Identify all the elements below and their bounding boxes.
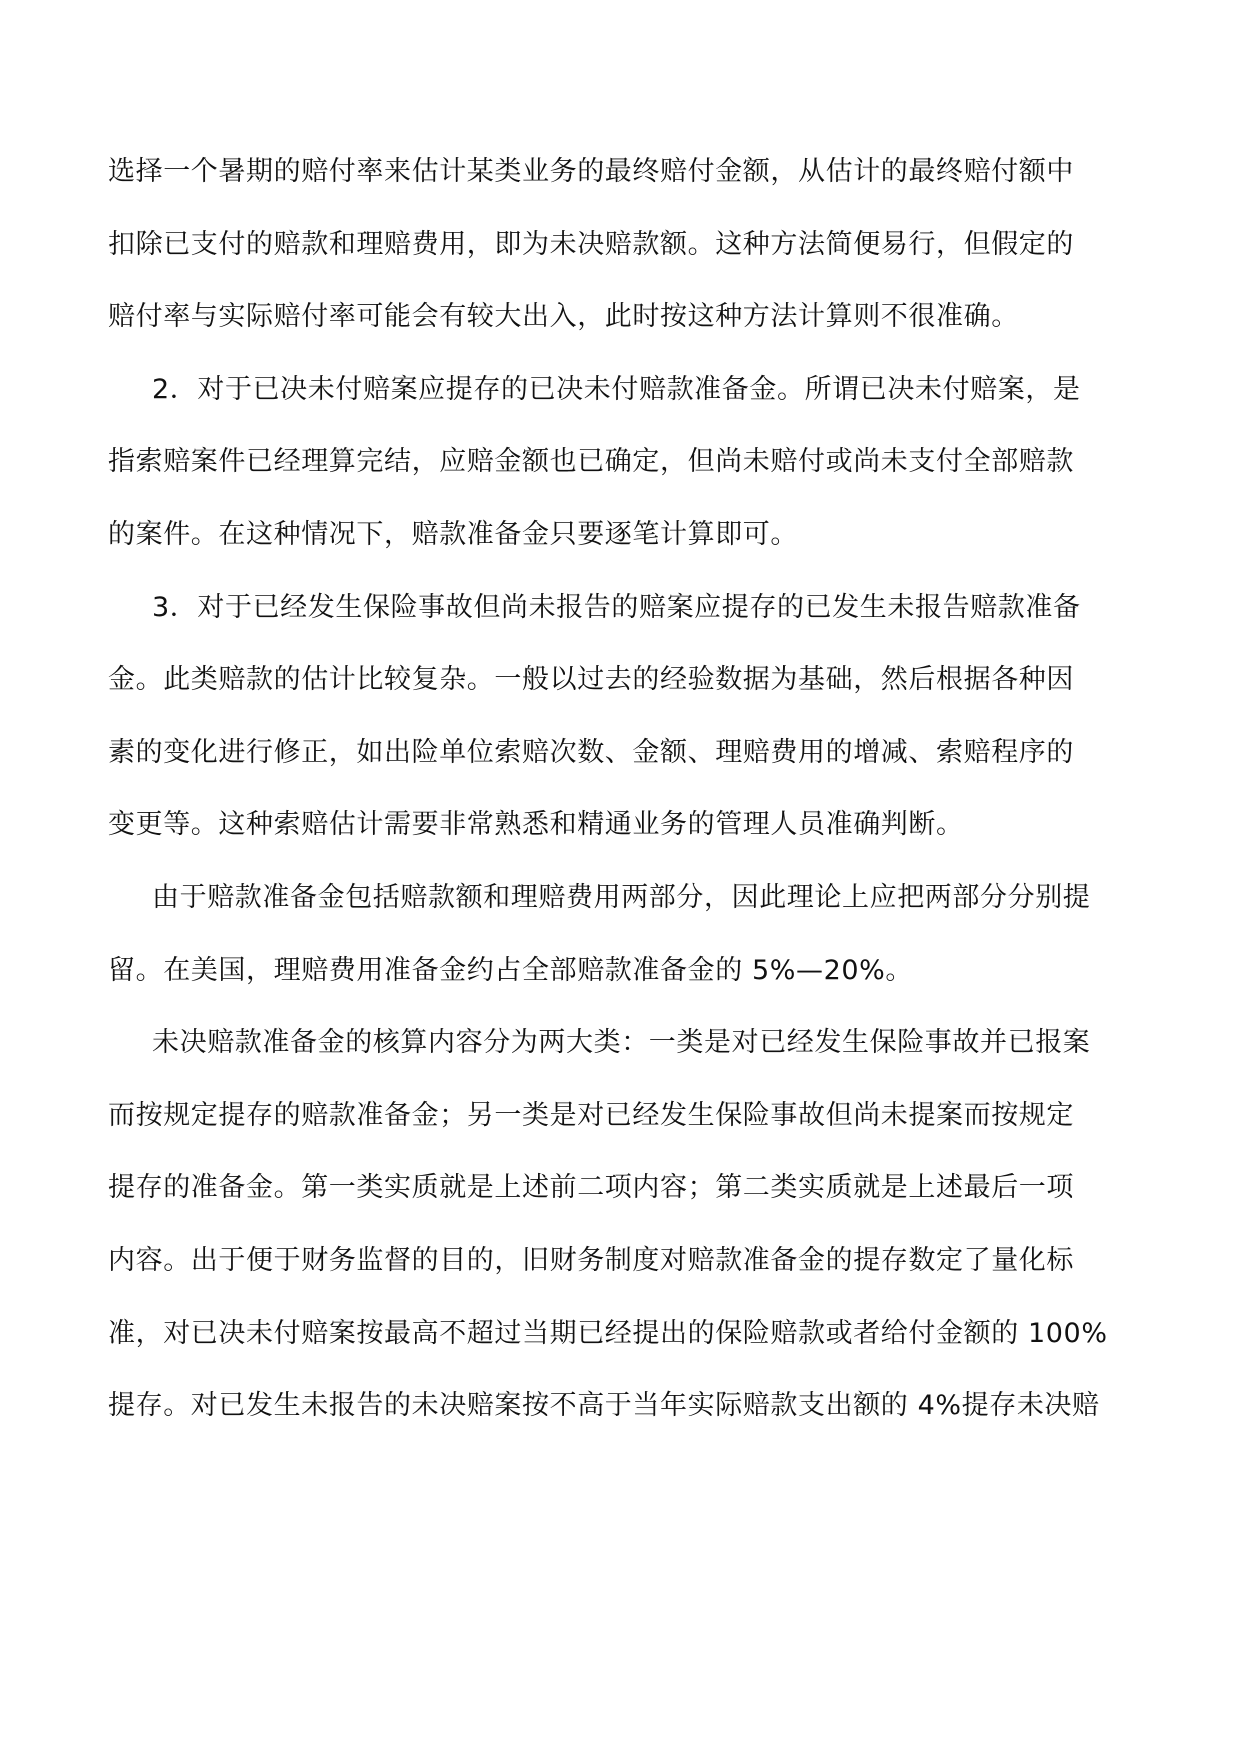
text-line: 而按规定提存的赔款准备金；另一类是对已经发生保险事故但尚未提案而按规定 [108,1100,1074,1131]
paragraph-start-line: 2．对于已决未付赔案应提存的已决未付赔款准备金。所谓已决未付赔案，是 [152,374,1081,405]
text-line: 提存。对已发生未报告的未决赔案按不高于当年实际赔款支出额的 4%提存未决赔 [108,1390,1100,1421]
text-line: 金。此类赔款的估计比较复杂。一般以过去的经验数据为基础，然后根据各种因 [108,664,1074,695]
text-line: 的案件。在这种情况下，赔款准备金只要逐笔计算即可。 [108,519,798,550]
text-line: 留。在美国，理赔费用准备金约占全部赔款准备金的 5%—20%。 [108,955,914,986]
text-line: 选择一个暑期的赔付率来估计某类业务的最终赔付金额，从估计的最终赔付额中 [108,156,1074,187]
text-line: 提存的准备金。第一类实质就是上述前二项内容；第二类实质就是上述最后一项 [108,1172,1074,1203]
text-line: 准，对已决未付赔案按最高不超过当期已经提出的保险赔款或者给付金额的 100% [108,1318,1108,1349]
text-line: 赔付率与实际赔付率可能会有较大出入，此时按这种方法计算则不很准确。 [108,301,1019,332]
text-line: 扣除已支付的赔款和理赔费用，即为未决赔款额。这种方法简便易行，但假定的 [108,229,1074,260]
paragraph-start-line: 3．对于已经发生保险事故但尚未报告的赔案应提存的已发生未报告赔款准备 [152,592,1081,623]
text-line: 素的变化进行修正，如出险单位索赔次数、金额、理赔费用的增减、索赔程序的 [108,737,1074,768]
text-line: 变更等。这种索赔估计需要非常熟悉和精通业务的管理人员准确判断。 [108,809,964,840]
paragraph-start-line: 未决赔款准备金的核算内容分为两大类：一类是对已经发生保险事故并已报案 [152,1027,1091,1058]
text-line: 内容。出于便于财务监督的目的，旧财务制度对赔款准备金的提存数定了量化标 [108,1245,1074,1276]
paragraph-start-line: 由于赔款准备金包括赔款额和理赔费用两部分，因此理论上应把两部分分别提 [152,882,1091,913]
text-line: 指索赔案件已经理算完结，应赔金额也已确定，但尚未赔付或尚未支付全部赔款 [108,446,1074,477]
